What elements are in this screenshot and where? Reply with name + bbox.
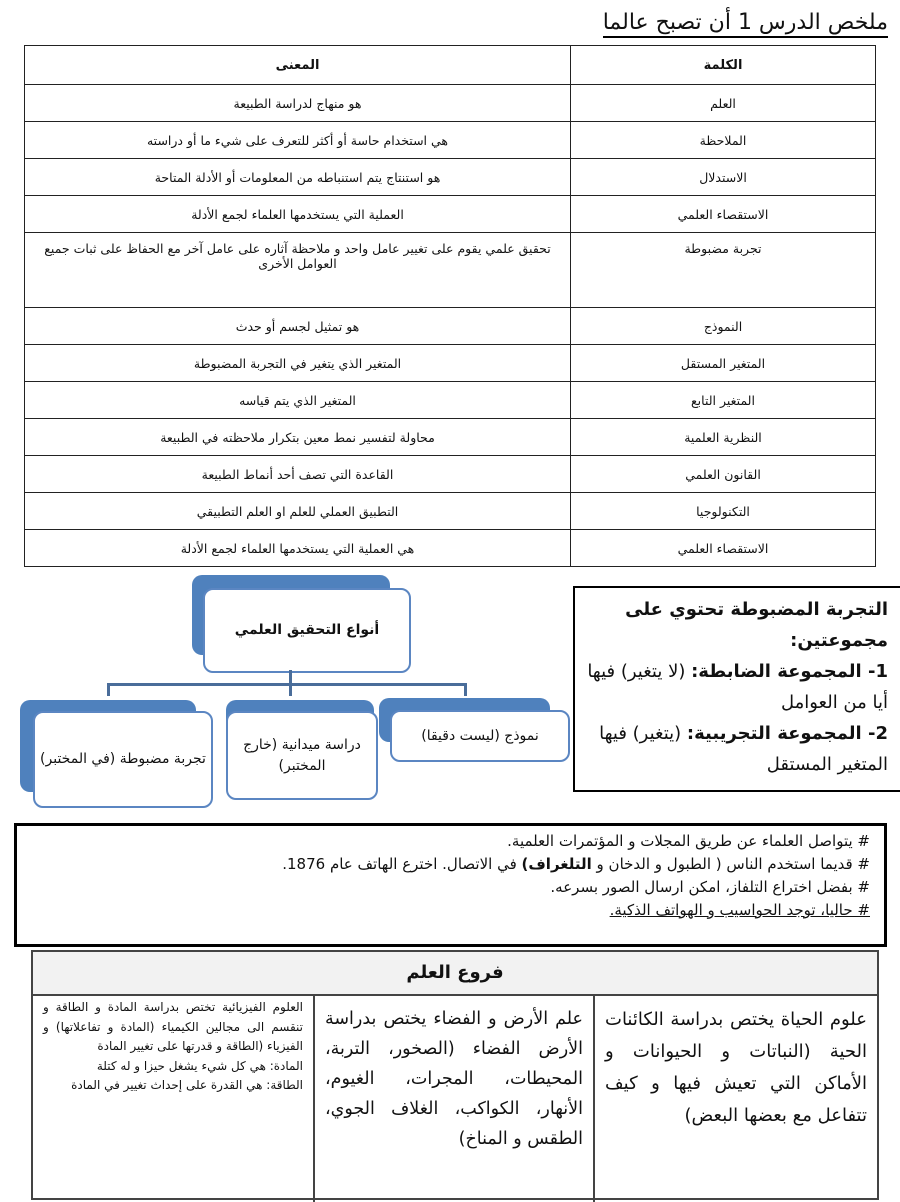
communication-notes (14, 823, 887, 947)
table-header-row (25, 46, 876, 85)
table-row (25, 456, 876, 493)
child-node-field-study: دراسة ميدانية (خارج المختبر) (226, 711, 378, 800)
definition-cell: تحقيق علمي يقوم على تغيير عامل واحد و ملاحظة آثاره على عامل آخر مع الحفاظ على ثبات جميع العوامل الأخرى (25, 233, 571, 308)
branches-heading: فروع العلم (33, 952, 877, 996)
term-cell: العلم (571, 85, 876, 122)
experimental-group-text: (يتغير) فيها المتغير المستقل (599, 723, 888, 775)
physical-science-cell (33, 996, 313, 1202)
experimental-group-item (587, 718, 888, 780)
term-cell: الملاحظة (571, 122, 876, 159)
definition-cell: التطبيق العملي للعلم او العلم التطبيقي (25, 493, 571, 530)
meaning-column-header: المعنى (25, 46, 571, 85)
control-group-item (587, 656, 888, 718)
term-cell: التكنولوجيا (571, 493, 876, 530)
definition-cell: المتغير الذي يتغير في التجربة المضبوطة (25, 345, 571, 382)
matter-definition: المادة: هي كل شيء يشغل حيزا و له كتلة (96, 1058, 303, 1073)
word-column-header: الكلمة (571, 46, 876, 85)
connector-line (107, 683, 110, 696)
note-text: # قديما استخدم الناس ( الطبول و الدخان و (591, 855, 870, 873)
note-bold-text: التلغراف) (521, 855, 592, 873)
connector-line (289, 670, 292, 684)
table-row (25, 308, 876, 345)
connector-line (464, 683, 467, 696)
life-science-cell: علوم الحياة يختص بدراسة الكائنات الحية (النباتات و الحيوانات و الأماكن التي تعيش فيها و كيف تتفاعل مع بعضها البعض) (605, 1009, 867, 1126)
definition-cell: القاعدة التي تصف أحد أنماط الطبيعة (25, 456, 571, 493)
definition-cell: العملية التي يستخدمها العلماء لجمع الأدلة (25, 196, 571, 233)
definition-cell: محاولة لتفسير نمط معين بتكرار ملاحظته في الطبيعة (25, 419, 571, 456)
term-cell: الاستدلال (571, 159, 876, 196)
term-cell: المتغير التابع (571, 382, 876, 419)
note-line (31, 853, 870, 876)
table-row (25, 493, 876, 530)
energy-definition: الطاقة: هي القدرة على إحداث تغيير في المادة (71, 1078, 303, 1092)
definition-cell: هي استخدام حاسة أو أكثر للتعرف على شيء ما أو دراسته (25, 122, 571, 159)
child-node-controlled: تجربة مضبوطة (في المختبر) (33, 711, 213, 808)
table-row (25, 382, 876, 419)
connector-line (107, 683, 467, 686)
connector-line (289, 683, 292, 696)
controlled-experiment-box (573, 586, 900, 792)
control-group-label: 1- المجموعة الضابطة: (691, 661, 888, 682)
earth-space-science-cell: علم الأرض و الفضاء يختص بدراسة الأرض الفضاء (الصخور، التربة، المحيطات، المجرات، الغيوم، الأنهار، الكواكب، الغلاف الجوي، الطقس و المناخ) (313, 996, 595, 1202)
term-cell: الاستقصاء العلمي (571, 530, 876, 567)
physical-science-text: العلوم الفيزيائية تختص بدراسة المادة و الطاقة و تنقسم الى مجالين الكيمياء (المادة و تفاعلاتها) و الفيزياء (الطاقة و قدرتها على تغيير المادة (43, 1000, 303, 1053)
page-title: ملخص الدرس 1 أن تصبح عالما (603, 10, 888, 38)
term-cell: النموذج (571, 308, 876, 345)
table-row (25, 530, 876, 567)
definition-cell: هي العملية التي يستخدمها العلماء لجمع الأدلة (25, 530, 571, 567)
controlled-experiment-heading: التجربة المضبوطة تحتوي على مجموعتين: (625, 599, 888, 651)
term-cell: تجربة مضبوطة (571, 233, 876, 308)
table-row (25, 159, 876, 196)
definition-cell: المتغير الذي يتم قياسه (25, 382, 571, 419)
table-row (25, 196, 876, 233)
child-node-model: نموذج (ليست دقيقا) (390, 710, 570, 762)
table-row (25, 233, 876, 308)
term-cell: الاستقصاء العلمي (571, 196, 876, 233)
table-row (25, 85, 876, 122)
term-cell: القانون العلمي (571, 456, 876, 493)
definition-cell: هو منهاج لدراسة الطبيعة (25, 85, 571, 122)
root-node: أنواع التحقيق العلمي (203, 588, 411, 673)
term-cell: المتغير المستقل (571, 345, 876, 382)
control-group-text: (لا يتغير) فيها أيا من العوامل (587, 661, 888, 713)
note-text: في الاتصال. اخترع الهاتف عام 1876. (282, 855, 522, 873)
table-row (25, 419, 876, 456)
vocabulary-table (24, 45, 876, 567)
table-row (25, 122, 876, 159)
definition-cell: هو تمثيل لجسم أو حدث (25, 308, 571, 345)
science-branches-table (31, 950, 879, 1200)
note-line: # حاليا، توجد الحواسيب و الهواتف الذكية. (609, 901, 870, 919)
table-row (25, 345, 876, 382)
definition-cell: هو استنتاج يتم استنباطه من المعلومات أو الأدلة المتاحة (25, 159, 571, 196)
experimental-group-label: 2- المجموعة التجريبية: (686, 723, 888, 744)
note-line: # بفضل اختراع التلفاز، امكن ارسال الصور بسرعه. (550, 878, 870, 896)
term-cell: النظرية العلمية (571, 419, 876, 456)
note-line: # يتواصل العلماء عن طريق المجلات و المؤتمرات العلمية. (507, 832, 870, 850)
